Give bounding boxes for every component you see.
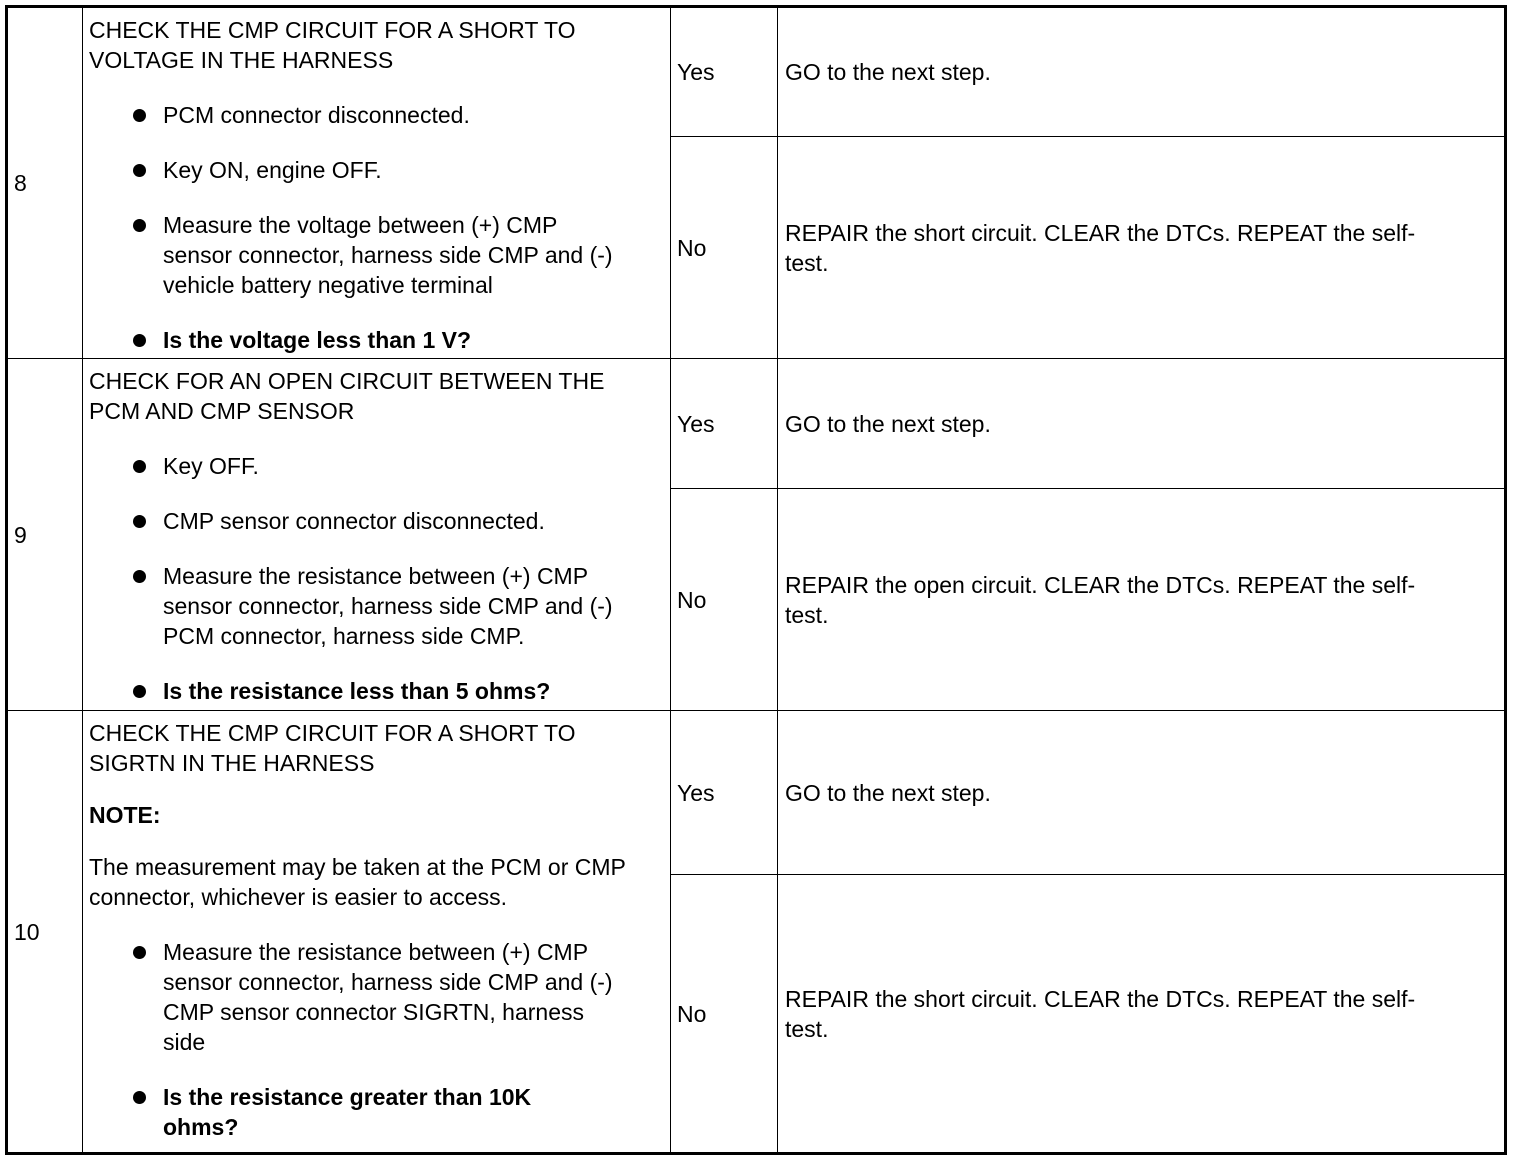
step-question: Is the resistance greater than 10K ohms? [89,1082,664,1142]
step-question: Is the resistance less than 5 ohms? [89,676,664,706]
instruction-item: Key ON, engine OFF. [89,155,664,185]
bullet-icon [133,515,146,528]
instruction-item: CMP sensor connector disconnected. [89,506,664,536]
no-label: No [671,875,778,1154]
instruction-item: PCM connector disconnected. [89,100,664,130]
bullet-icon [133,460,146,473]
bullet-icon [133,219,146,232]
step-title: CHECK THE CMP CIRCUIT FOR A SHORT TO SIGRTN IN THE HARNESS [89,720,576,776]
step-check-cell [83,711,671,1154]
bullet-icon [133,946,146,959]
bullet-icon [133,1091,146,1104]
step-instructions [89,451,664,706]
diagnostic-table [5,5,1507,1155]
no-action: REPAIR the short circuit. CLEAR the DTCs. REPEAT the self-test. [778,137,1506,359]
no-label: No [671,489,778,711]
yes-action: GO to the next step. [778,7,1506,137]
bullet-icon [133,685,146,698]
step-number: 8 [7,7,83,359]
step-instructions [89,100,664,355]
instruction-item: Measure the voltage between (+) CMP sensor connector, harness side CMP and (-) vehicle battery negative terminal [89,210,664,300]
yes-label: Yes [671,7,778,137]
instruction-item: Measure the resistance between (+) CMP sensor connector, harness side CMP and (-) CMP sensor connector SIGRTN, harness side [89,937,664,1057]
bullet-icon [133,570,146,583]
step-number: 9 [7,359,83,711]
yes-action: GO to the next step. [778,359,1506,489]
instruction-item: Measure the resistance between (+) CMP sensor connector, harness side CMP and (-) PCM connector, harness side CMP. [89,561,664,651]
bullet-icon [133,109,146,122]
instruction-item: Key OFF. [89,451,664,481]
yes-label: Yes [671,359,778,489]
bullet-icon [133,334,146,347]
step-10-yes-row [7,711,1506,875]
yes-action: GO to the next step. [778,711,1506,875]
step-title: CHECK THE CMP CIRCUIT FOR A SHORT TO VOLTAGE IN THE HARNESS [89,17,576,73]
yes-label: Yes [671,711,778,875]
step-instructions [89,937,664,1142]
step-8-yes-row [7,7,1506,137]
step-check-cell [83,7,671,359]
bullet-icon [133,164,146,177]
step-9-yes-row [7,359,1506,489]
note-text: The measurement may be taken at the PCM or CMP connector, whichever is easier to access. [89,854,626,910]
note-label: NOTE: [89,802,161,828]
no-action: REPAIR the open circuit. CLEAR the DTCs. REPEAT the self-test. [778,489,1506,711]
step-title: CHECK FOR AN OPEN CIRCUIT BETWEEN THE PCM AND CMP SENSOR [89,368,605,424]
step-check-cell [83,359,671,711]
step-question: Is the voltage less than 1 V? [89,325,664,355]
no-label: No [671,137,778,359]
no-action: REPAIR the short circuit. CLEAR the DTCs. REPEAT the self-test. [778,875,1506,1154]
step-number: 10 [7,711,83,1154]
